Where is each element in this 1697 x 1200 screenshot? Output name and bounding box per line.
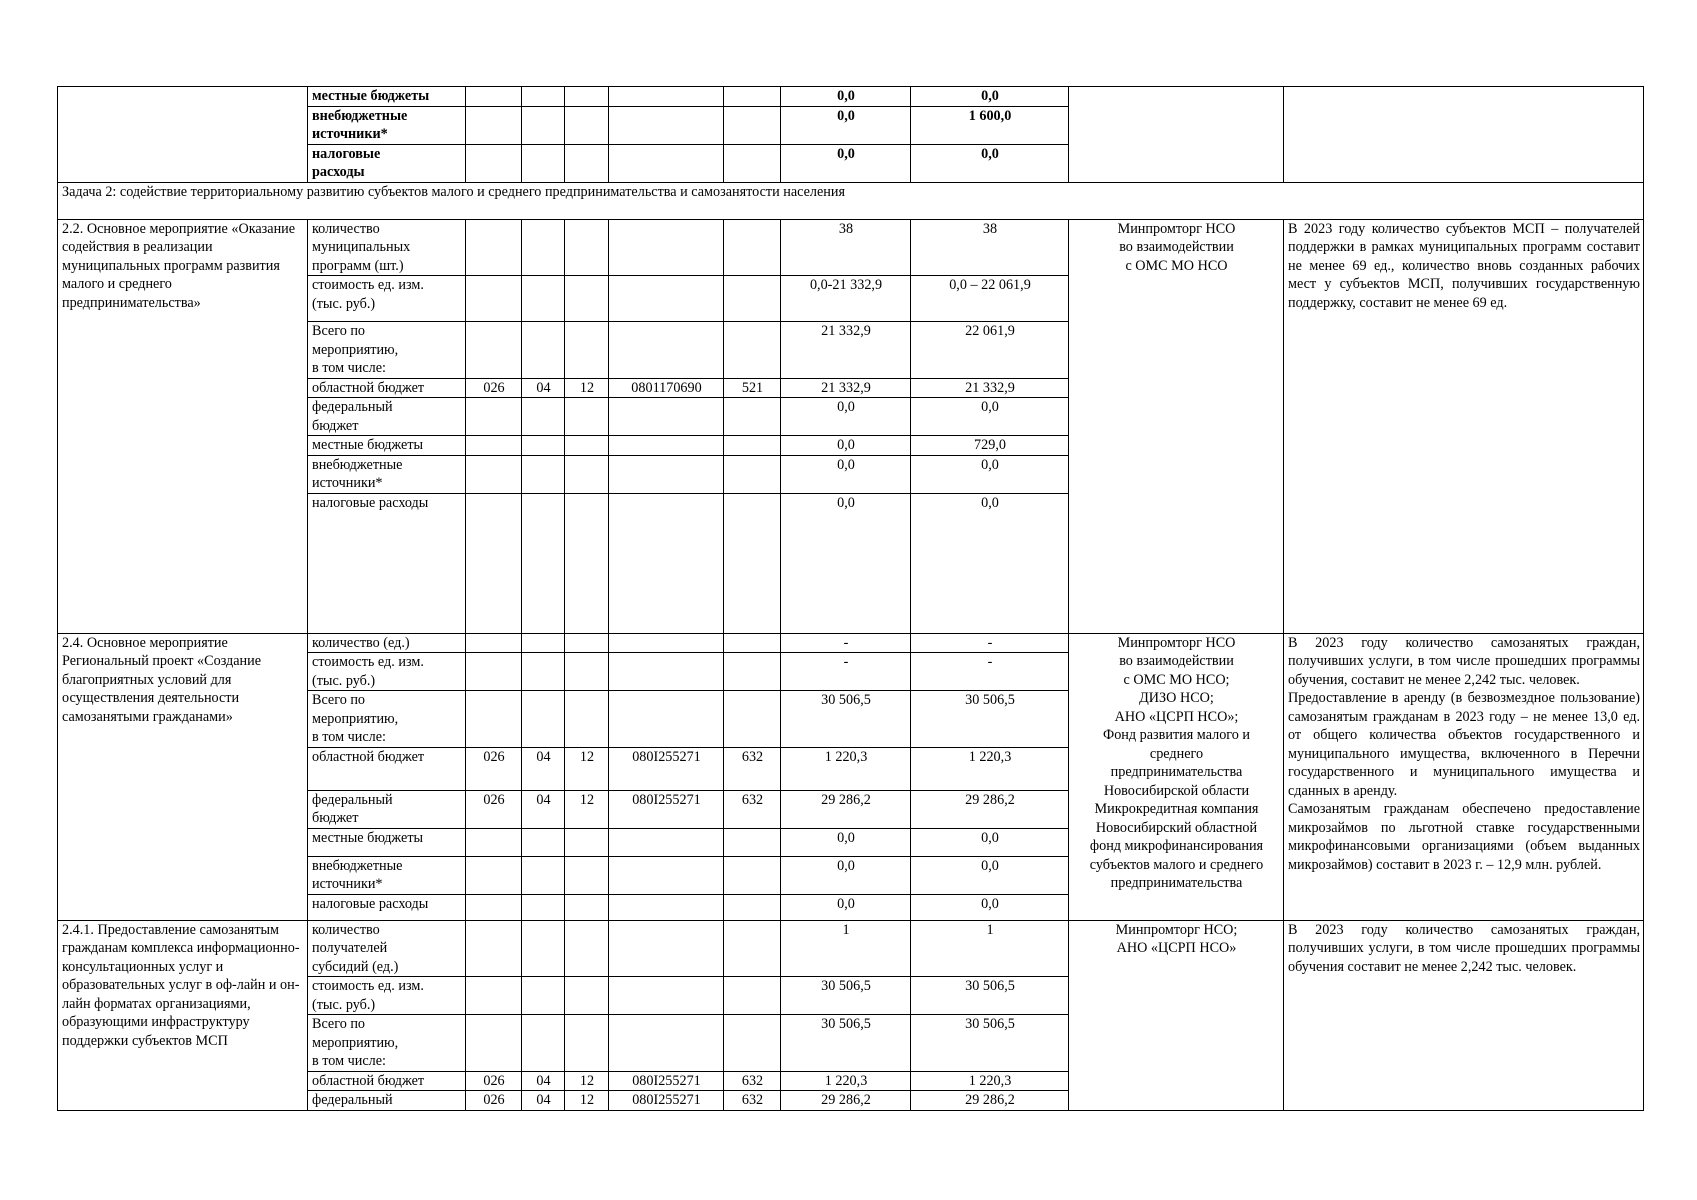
budget-code-pr [565,106,609,144]
budget-code-vr [724,436,781,456]
budget-code-csr: 080I255271 [609,790,724,828]
value-year-1: 0,0 [781,455,911,493]
task-header-row [58,182,1644,219]
budget-code-pr [565,691,609,748]
indicator-label: количество муниципальных программ (шт.) [308,219,466,276]
value-year-2: - [911,633,1069,653]
indicator-label: стоимость ед. изм. (тыс. руб.) [308,276,466,322]
budget-code-pr [565,398,609,436]
budget-code-pr [565,322,609,379]
indicator-label: стоимость ед. изм. (тыс. руб.) [308,977,466,1015]
budget-code-vr [724,1015,781,1072]
budget-code-csr [609,398,724,436]
budget-code-grbs [466,633,522,653]
value-year-2: 30 506,5 [911,977,1069,1015]
budget-code-vr [724,856,781,894]
indicator-label: налоговые расходы [308,493,466,633]
indicator-label: федеральный бюджет [308,398,466,436]
expected-result: В 2023 году количество самозанятых граждан, получивших услуги, в том числе прошедших программы обучения, составит не менее 2,242 тыс. человек. Предоставление в аренду (в безвозмездное пользование) самозанятым гражданам в 2023 году – не менее 13,0 ед. от общего количества объектов государственного и муниципального имущества, включенного в Перечни государственного и муниципального имущества и сданных в аренду. Самозанятым гражданам обеспечено предоставление микрозаймов по льготной ставке государственными микрофинансовыми организациями (объем выданных микрозаймов) составит в 2023 г. – 12,9 млн. рублей. [1284,633,1644,920]
budget-code-csr [609,455,724,493]
budget-code-grbs [466,322,522,379]
value-year-1: 1 [781,920,911,977]
value-year-1: 0,0 [781,856,911,894]
budget-code-vr [724,920,781,977]
budget-code-grbs [466,828,522,856]
indicator-label: областной бюджет [308,747,466,790]
budget-code-vr [724,977,781,1015]
budget-code-pr [565,436,609,456]
budget-code-pr: 12 [565,378,609,398]
value-year-2: 1 600,0 [911,106,1069,144]
value-year-1: 0,0-21 332,9 [781,276,911,322]
value-year-1: - [781,653,911,691]
budget-code-vr: 632 [724,1071,781,1091]
budget-code-csr [609,920,724,977]
budget-code-rz: 04 [522,790,565,828]
value-year-2: 29 286,2 [911,790,1069,828]
responsible-executor: Минпромторг НСО; АНО «ЦСРП НСО» [1069,920,1284,1110]
budget-code-rz [522,87,565,107]
budget-code-pr [565,894,609,920]
budget-code-csr [609,87,724,107]
budget-code-grbs [466,894,522,920]
budget-code-vr [724,144,781,182]
budget-code-grbs [466,920,522,977]
budget-code-pr [565,87,609,107]
value-year-1: 0,0 [781,436,911,456]
value-year-2: 0,0 [911,398,1069,436]
budget-code-rz [522,455,565,493]
budget-code-csr [609,1015,724,1072]
event-title: 2.4. Основное мероприятие Региональный проект «Создание благоприятных условий для осуществления деятельности самозанятыми гражданами» [58,633,308,920]
indicator-label: стоимость ед. изм. (тыс. руб.) [308,653,466,691]
budget-code-grbs [466,106,522,144]
budget-code-csr [609,633,724,653]
budget-code-csr [609,219,724,276]
budget-code-rz [522,322,565,379]
budget-code-rz [522,398,565,436]
value-year-1: 21 332,9 [781,322,911,379]
budget-code-csr [609,691,724,748]
value-year-2: 1 [911,920,1069,977]
event-title [58,87,308,183]
value-year-2: 29 286,2 [911,1091,1069,1111]
task-title: Задача 2: содействие территориальному развитию субъектов малого и среднего предпринимательства и самозанятости населения [58,182,1644,219]
value-year-2: 0,0 – 22 061,9 [911,276,1069,322]
value-year-2: 1 220,3 [911,1071,1069,1091]
budget-code-csr: 080I255271 [609,747,724,790]
value-year-2: 0,0 [911,144,1069,182]
value-year-1: - [781,633,911,653]
budget-code-csr [609,144,724,182]
indicator-label: налоговые расходы [308,894,466,920]
budget-code-csr [609,856,724,894]
program-events-table [57,86,1644,1111]
budget-code-vr [724,633,781,653]
budget-code-pr: 12 [565,747,609,790]
budget-code-grbs [466,398,522,436]
budget-code-vr [724,828,781,856]
budget-code-rz [522,633,565,653]
value-year-1: 38 [781,219,911,276]
budget-code-rz [522,144,565,182]
table-row [58,920,1644,977]
budget-code-csr: 080I255271 [609,1091,724,1111]
value-year-1: 0,0 [781,106,911,144]
budget-code-rz [522,436,565,456]
value-year-2: 21 332,9 [911,378,1069,398]
budget-code-grbs: 026 [466,790,522,828]
budget-code-rz [522,493,565,633]
budget-code-grbs [466,436,522,456]
indicator-label: количество (ед.) [308,633,466,653]
budget-code-rz [522,219,565,276]
value-year-1: 0,0 [781,87,911,107]
budget-code-vr: 632 [724,790,781,828]
table-row [58,219,1644,276]
budget-code-rz [522,856,565,894]
value-year-2: 0,0 [911,828,1069,856]
value-year-1: 30 506,5 [781,1015,911,1072]
budget-code-pr [565,920,609,977]
value-year-2: 38 [911,219,1069,276]
budget-code-csr [609,894,724,920]
responsible-executor [1069,87,1284,183]
value-year-2: - [911,653,1069,691]
indicator-label: областной бюджет [308,1071,466,1091]
budget-code-pr [565,633,609,653]
budget-code-pr [565,1015,609,1072]
indicator-label: федеральный [308,1091,466,1111]
budget-code-pr: 12 [565,790,609,828]
budget-code-grbs: 026 [466,747,522,790]
indicator-label: налоговые расходы [308,144,466,182]
budget-code-grbs [466,87,522,107]
indicator-label: федеральный бюджет [308,790,466,828]
budget-document-page [57,86,1643,1111]
budget-code-csr [609,493,724,633]
value-year-2: 0,0 [911,87,1069,107]
expected-result: В 2023 году количество субъектов МСП – получателей поддержки в рамках муниципальных программ составит не менее 69 ед., количество вновь созданных рабочих мест у субъектов МСП, получивших государственную поддержку, составит не менее 69 ед. [1284,219,1644,633]
event-title: 2.4.1. Предоставление самозанятым гражданам комплекса информационно-консультационных услуг и образовательных услуг в оф-лайн и он-лайн форматах организациями, образующими инфраструктуру поддержки субъектов МСП [58,920,308,1110]
budget-code-grbs [466,144,522,182]
budget-code-rz [522,977,565,1015]
budget-code-csr [609,436,724,456]
budget-code-grbs: 026 [466,378,522,398]
budget-code-vr: 521 [724,378,781,398]
budget-code-csr [609,276,724,322]
value-year-2: 30 506,5 [911,691,1069,748]
value-year-2: 729,0 [911,436,1069,456]
budget-code-vr [724,894,781,920]
value-year-2: 22 061,9 [911,322,1069,379]
responsible-executor: Минпромторг НСО во взаимодействии с ОМС МО НСО [1069,219,1284,633]
indicator-label: местные бюджеты [308,436,466,456]
value-year-1: 0,0 [781,894,911,920]
indicator-label: внебюджетные источники* [308,856,466,894]
budget-code-rz: 04 [522,1071,565,1091]
value-year-1: 0,0 [781,493,911,633]
budget-code-csr: 0801170690 [609,378,724,398]
budget-code-rz [522,1015,565,1072]
value-year-1: 0,0 [781,398,911,436]
budget-code-vr [724,322,781,379]
indicator-label: Всего по мероприятию, в том числе: [308,322,466,379]
budget-code-pr [565,144,609,182]
budget-code-pr [565,219,609,276]
budget-code-rz: 04 [522,378,565,398]
budget-code-rz: 04 [522,1091,565,1111]
budget-code-vr: 632 [724,1091,781,1111]
budget-code-grbs [466,856,522,894]
event-title: 2.2. Основное мероприятие «Оказание содействия в реализации муниципальных программ развития малого и среднего предпринимательства» [58,219,308,633]
budget-code-vr [724,219,781,276]
budget-code-rz [522,894,565,920]
value-year-1: 30 506,5 [781,977,911,1015]
indicator-label: областной бюджет [308,378,466,398]
budget-code-grbs [466,977,522,1015]
budget-code-vr [724,106,781,144]
indicator-label: внебюджетные источники* [308,106,466,144]
budget-code-rz [522,653,565,691]
value-year-1: 30 506,5 [781,691,911,748]
budget-code-grbs [466,653,522,691]
budget-code-vr [724,276,781,322]
indicator-label: количество получателей субсидий (ед.) [308,920,466,977]
budget-code-pr [565,653,609,691]
indicator-label: местные бюджеты [308,828,466,856]
budget-code-rz: 04 [522,747,565,790]
indicator-label: Всего по мероприятию, в том числе: [308,691,466,748]
table-row [58,633,1644,653]
budget-code-grbs: 026 [466,1091,522,1111]
budget-code-vr [724,398,781,436]
budget-code-grbs [466,219,522,276]
budget-code-vr [724,493,781,633]
budget-code-vr [724,87,781,107]
value-year-2: 0,0 [911,455,1069,493]
indicator-label: Всего по мероприятию, в том числе: [308,1015,466,1072]
responsible-executor: Минпромторг НСО во взаимодействии с ОМС МО НСО; ДИЗО НСО; АНО «ЦСРП НСО»; Фонд развития малого и среднего предпринимательства Новосибирской области Микрокредитная компания Новосибирский областной фонд микрофинансирования субъектов малого и среднего предпринимательства [1069,633,1284,920]
budget-code-vr [724,455,781,493]
budget-code-csr [609,828,724,856]
budget-code-pr [565,493,609,633]
budget-code-pr: 12 [565,1091,609,1111]
budget-code-grbs [466,455,522,493]
budget-code-rz [522,691,565,748]
budget-code-pr [565,856,609,894]
value-year-2: 0,0 [911,493,1069,633]
budget-code-csr: 080I255271 [609,1071,724,1091]
value-year-1: 29 286,2 [781,1091,911,1111]
value-year-1: 29 286,2 [781,790,911,828]
budget-code-pr [565,828,609,856]
budget-code-csr [609,322,724,379]
expected-result [1284,87,1644,183]
budget-code-vr: 632 [724,747,781,790]
expected-result: В 2023 году количество самозанятых граждан, получивших услуги, в том числе прошедших программы обучения составит не менее 2,242 тыс. человек. [1284,920,1644,1110]
budget-code-rz [522,920,565,977]
table-row [58,87,1644,107]
budget-code-vr [724,691,781,748]
budget-code-pr [565,276,609,322]
value-year-2: 30 506,5 [911,1015,1069,1072]
value-year-1: 21 332,9 [781,378,911,398]
indicator-label: внебюджетные источники* [308,455,466,493]
budget-code-grbs [466,1015,522,1072]
budget-code-pr [565,977,609,1015]
indicator-label: местные бюджеты [308,87,466,107]
budget-code-csr [609,106,724,144]
value-year-1: 0,0 [781,828,911,856]
value-year-2: 0,0 [911,856,1069,894]
budget-code-csr [609,653,724,691]
budget-code-grbs [466,691,522,748]
budget-code-grbs [466,493,522,633]
value-year-2: 1 220,3 [911,747,1069,790]
value-year-1: 1 220,3 [781,1071,911,1091]
value-year-2: 0,0 [911,894,1069,920]
budget-code-rz [522,276,565,322]
value-year-1: 0,0 [781,144,911,182]
budget-code-csr [609,977,724,1015]
budget-code-rz [522,106,565,144]
budget-code-grbs: 026 [466,1071,522,1091]
budget-code-vr [724,653,781,691]
budget-code-rz [522,828,565,856]
budget-code-pr: 12 [565,1071,609,1091]
budget-code-pr [565,455,609,493]
value-year-1: 1 220,3 [781,747,911,790]
budget-code-grbs [466,276,522,322]
